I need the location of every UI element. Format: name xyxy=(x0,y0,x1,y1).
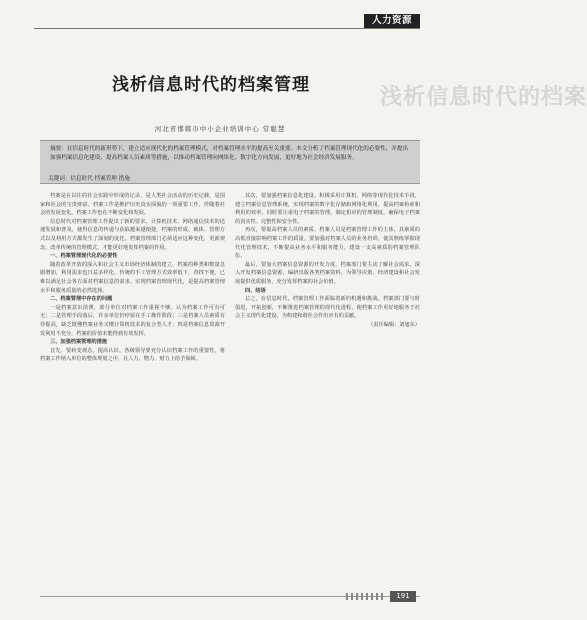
section-heading: 二、档案管理中存在的问题 xyxy=(50,296,113,303)
header-rule xyxy=(34,28,420,29)
body-column-left xyxy=(40,192,225,582)
section-heading: 三、加强档案管理的措施 xyxy=(50,339,108,346)
footer-decoration xyxy=(346,593,386,600)
section-tag: 人力资源 xyxy=(364,14,420,28)
keywords: 关键词：信息时代 档案管理 措施 xyxy=(48,176,130,182)
page-number: 191 xyxy=(390,591,416,602)
article-body xyxy=(40,192,420,582)
paragraph: 再次，要提高档案人员的素质。档案人员是档案管理工作的主体，其素质的高低直接影响档案工作的质量。要加强对档案人员的业务培训，使其熟练掌握现代化管理技术，不断提高业务水平和服务能力，建设一支高素质的档案管理队伍。 xyxy=(235,227,420,260)
paragraph: 最后，要加大档案信息资源的开发力度。档案部门要主动了解社会需求，深入开发档案信息资源，编研出版各类档案资料，为领导决策、经济建设和社会发展提供优质服务，充分发挥档案的社会价值。 xyxy=(235,261,420,285)
title-area xyxy=(40,60,587,110)
author-byline: 河北省邯郸市中小企业培训中心 常聪慧 xyxy=(154,125,286,133)
paragraph: 总之，在信息时代，档案管理工作面临着新的机遇和挑战。档案部门要与时俱进，开拓创新，不断推进档案管理的现代化进程，使档案工作更好地服务于社会主义现代化建设，为构建和谐社会作出应有的贡献。 xyxy=(235,296,420,320)
paragraph: 档案是在以往的社会实践中形成的记录，是人类社会活动的历史记载，是国家和社会的宝贵财富。档案工作是维护历史真实面貌的一项重要工作，伴随着社会的发展变化，档案工作也在不断变化和发展。 xyxy=(40,193,225,217)
section-heading: 四、结语 xyxy=(245,287,266,294)
section-heading: 一、档案管理现代化的必要性 xyxy=(50,253,118,260)
abstract-text: 摘要：在信息时代的新形势下，建立适应现代化的档案管理模式，对档案管理水平的提高至关重要。本文分析了档案管理现代化的必要性，并提出加强档案信息化建设、提高档案人员素质等措施，以推动档案管理向网络化、数字化方向发展，更好地为社会经济发展服务。 xyxy=(50,146,409,161)
paragraph: 随着改革开放的深入和社会主义市场经济体制的建立，档案的种类和数量急剧增加，利用需求也日益多样化。传统的手工管理方式效率低下，查找不便，已难以满足社会各方面对档案信息的需求。实现档案管理现代化，是提高档案管理水平和服务质量的必然选择。 xyxy=(40,261,225,294)
editor-signature: （责任编辑：刘旭东） xyxy=(368,321,420,328)
article-title: 浅析信息时代的档案管理 xyxy=(112,75,310,95)
title-watermark: 浅析信息时代的档案 xyxy=(380,84,587,110)
body-column-right xyxy=(235,192,420,582)
paragraph: 首先，要转变观念，提高认识。各级领导要充分认识档案工作的重要性，将档案工作纳入单位的整体规划之中，在人力、物力、财力上给予保障。 xyxy=(40,347,225,363)
paragraph: 一是档案意识淡薄，部分单位对档案工作重视不够，认为档案工作可有可无；二是管理手段落后，许多单位仍停留在手工操作阶段；三是档案人员素质有待提高，缺乏既懂档案业务又懂计算机技术的复合型人才；四是档案信息资源开发利用不充分，档案的价值未能得到有效发挥。 xyxy=(40,304,225,337)
paragraph: 其次，要加强档案信息化建设。积极采用计算机、网络等现代化技术手段，建立档案信息管理系统，实现档案的数字化存储和网络化利用，提高档案检索和利用的效率。同时要注重电子档案的管理，制定相应的管理制度，确保电子档案的真实性、完整性和安全性。 xyxy=(235,193,420,225)
paragraph: 信息时代对档案管理工作提出了新的要求。计算机技术、网络通信技术的迅速发展和普及，使得信息的传递与获取越来越便捷，档案的形成、载体、管理方式以及利用方式都发生了深刻的变化。档案管理部门必须适应这种变化，更新观念，改革传统的管理模式，才能更好地发挥档案的作用。 xyxy=(40,218,225,251)
